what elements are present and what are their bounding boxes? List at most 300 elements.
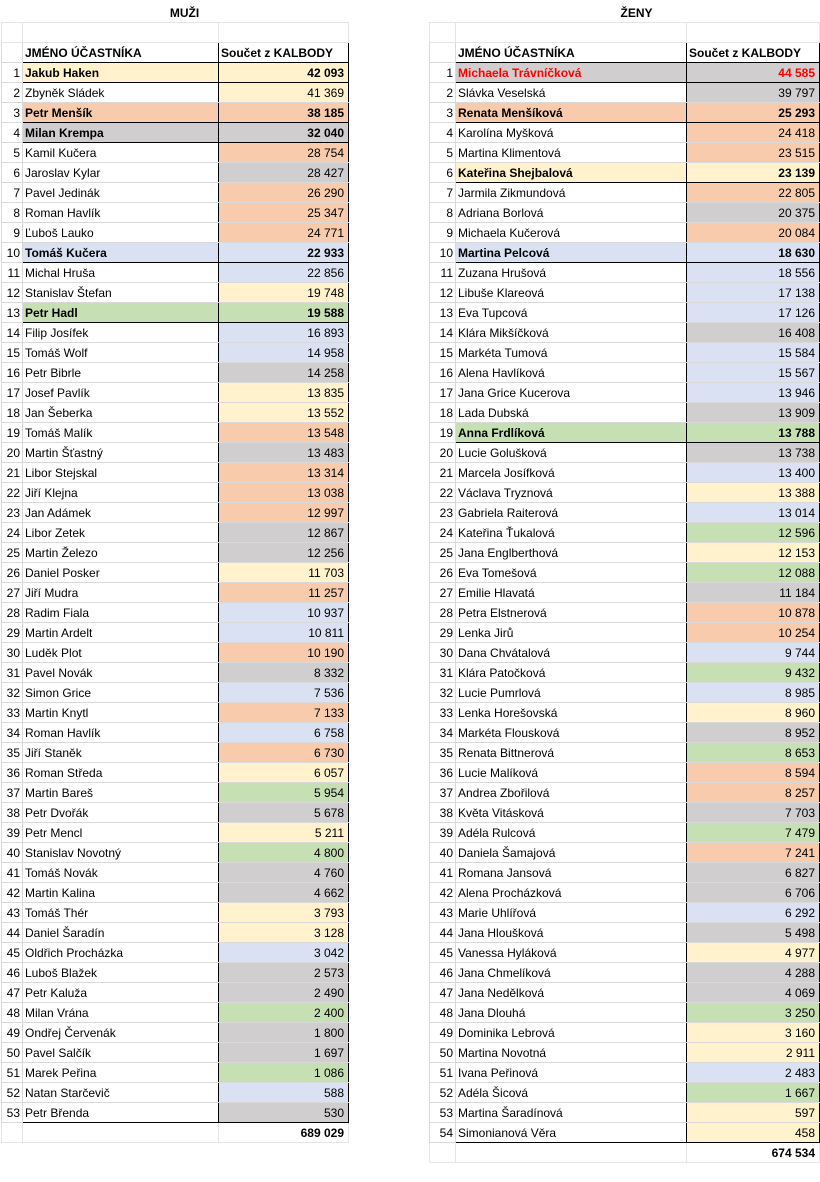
kalbody-value: 20 084: [687, 223, 820, 243]
rank-cell: 9: [2, 223, 23, 243]
kalbody-value: 39 797: [687, 83, 820, 103]
rank-cell: 29: [2, 623, 23, 643]
kalbody-value: 11 257: [219, 583, 349, 603]
table-row: [430, 243, 820, 263]
kalbody-value: 17 138: [687, 283, 820, 303]
participant-name: Kateřina Shejbalová: [456, 163, 687, 183]
kalbody-value: 16 893: [219, 323, 349, 343]
rank-cell: 52: [2, 1083, 23, 1103]
participant-name: Petr Břenda: [23, 1103, 219, 1123]
participant-name: Martin Šťastný: [23, 443, 219, 463]
participant-name: Karolína Myšková: [456, 123, 687, 143]
rank-cell: 30: [430, 643, 456, 663]
participant-name: Jana Englberthová: [456, 543, 687, 563]
table-row: [2, 643, 349, 663]
kalbody-value: 3 128: [219, 923, 349, 943]
rank-cell: 28: [430, 603, 456, 623]
participant-name: Adéla Rulcová: [456, 823, 687, 843]
kalbody-value: 4 069: [687, 983, 820, 1003]
rank-cell: 46: [430, 963, 456, 983]
participant-name: Markéta Tumová: [456, 343, 687, 363]
table-row: [430, 63, 820, 83]
kalbody-value: 4 288: [687, 963, 820, 983]
table-row: [430, 623, 820, 643]
participant-name: Natan Starčevič: [23, 1083, 219, 1103]
kalbody-value: 12 867: [219, 523, 349, 543]
men-table: [1, 22, 349, 1143]
participant-name: Libor Zetek: [23, 523, 219, 543]
kalbody-value: 588: [219, 1083, 349, 1103]
participant-name: Roman Havlík: [23, 203, 219, 223]
total-row: [2, 1123, 349, 1143]
table-row: [2, 103, 349, 123]
rank-cell: 8: [430, 203, 456, 223]
rank-cell: 36: [430, 763, 456, 783]
table-row: [2, 323, 349, 343]
rank-cell: 1: [2, 63, 23, 83]
kalbody-value: 5 954: [219, 783, 349, 803]
participant-name: Simonianová Věra: [456, 1123, 687, 1143]
kalbody-value: 7 479: [687, 823, 820, 843]
kalbody-value: 13 483: [219, 443, 349, 463]
kalbody-value: 9 744: [687, 643, 820, 663]
rank-cell: 11: [2, 263, 23, 283]
rank-cell: 49: [430, 1023, 456, 1043]
table-row: [430, 463, 820, 483]
kalbody-value: 16 408: [687, 323, 820, 343]
table-row: [430, 483, 820, 503]
participant-name: Pavel Jedinák: [23, 183, 219, 203]
rank-cell: 25: [2, 543, 23, 563]
table-row: [2, 523, 349, 543]
total-spacer: [430, 1143, 456, 1163]
rank-cell: 54: [430, 1123, 456, 1143]
table-row: [430, 183, 820, 203]
rank-cell: 35: [430, 743, 456, 763]
rank-cell: 10: [2, 243, 23, 263]
rank-cell: 22: [430, 483, 456, 503]
participant-name: Klára Patočková: [456, 663, 687, 683]
table-row: [430, 523, 820, 543]
table-row: [2, 543, 349, 563]
table-row: [430, 143, 820, 163]
kalbody-value: 18 556: [687, 263, 820, 283]
rank-cell: 5: [430, 143, 456, 163]
table-row: [430, 103, 820, 123]
kalbody-value: 2 483: [687, 1063, 820, 1083]
rank-cell: 47: [430, 983, 456, 1003]
kalbody-value: 38 185: [219, 103, 349, 123]
kalbody-value: 13 946: [687, 383, 820, 403]
participant-name: Petr Hadl: [23, 303, 219, 323]
participant-name: Michaela Kučerová: [456, 223, 687, 243]
participant-name: Lucie Pumrlová: [456, 683, 687, 703]
table-row: [430, 843, 820, 863]
rank-cell: 33: [430, 703, 456, 723]
rank-cell: 44: [2, 923, 23, 943]
kalbody-value: 7 241: [687, 843, 820, 863]
rank-cell: 13: [2, 303, 23, 323]
rank-cell: 53: [430, 1103, 456, 1123]
participant-name: Jan Adámek: [23, 503, 219, 523]
participant-name: Klára Mikšíčková: [456, 323, 687, 343]
participant-name: Renata Menšíková: [456, 103, 687, 123]
participant-name: Tomáš Kučera: [23, 243, 219, 263]
rank-cell: 2: [2, 83, 23, 103]
participant-name: Petr Mencl: [23, 823, 219, 843]
kalbody-value: 11 703: [219, 563, 349, 583]
total-spacer: [456, 1143, 687, 1163]
participant-name: Ivana Peřinová: [456, 1063, 687, 1083]
participant-name: Martin Knytl: [23, 703, 219, 723]
participant-name: Martin Kalina: [23, 883, 219, 903]
rank-cell: 41: [2, 863, 23, 883]
table-row: [2, 763, 349, 783]
participant-name: Petr Menšík: [23, 103, 219, 123]
rank-cell: 19: [430, 423, 456, 443]
rank-cell: 48: [2, 1003, 23, 1023]
table-row: [2, 203, 349, 223]
rank-cell: 39: [2, 823, 23, 843]
total-spacer: [23, 1123, 219, 1143]
rank-cell: 4: [430, 123, 456, 143]
rank-cell: 22: [2, 483, 23, 503]
kalbody-value: 12 596: [687, 523, 820, 543]
kalbody-value: 24 771: [219, 223, 349, 243]
participant-name: Zbyněk Sládek: [23, 83, 219, 103]
participant-name: Tomáš Malík: [23, 423, 219, 443]
participant-name: Michal Hruša: [23, 263, 219, 283]
participant-name: Tomáš Novák: [23, 863, 219, 883]
kalbody-value: 2 911: [687, 1043, 820, 1063]
participant-name: Květa Vitásková: [456, 803, 687, 823]
rank-cell: 38: [430, 803, 456, 823]
table-row: [430, 983, 820, 1003]
rank-cell: 26: [430, 563, 456, 583]
kalbody-value: 17 126: [687, 303, 820, 323]
women-header-value: Součet z KALBODY: [687, 43, 820, 63]
kalbody-value: 2 400: [219, 1003, 349, 1023]
table-row: [2, 843, 349, 863]
table-row: [430, 583, 820, 603]
kalbody-value: 8 653: [687, 743, 820, 763]
rank-cell: 49: [2, 1023, 23, 1043]
participant-name: Jana Chmelíková: [456, 963, 687, 983]
rank-cell: 17: [2, 383, 23, 403]
rank-cell: 23: [2, 503, 23, 523]
participant-name: Václava Tryznová: [456, 483, 687, 503]
rank-cell: 12: [2, 283, 23, 303]
table-row: [2, 703, 349, 723]
participant-name: Martina Šaradínová: [456, 1103, 687, 1123]
kalbody-value: 13 909: [687, 403, 820, 423]
kalbody-value: 12 256: [219, 543, 349, 563]
kalbody-value: 4 800: [219, 843, 349, 863]
table-row: [2, 463, 349, 483]
kalbody-value: 14 258: [219, 363, 349, 383]
table-row: [430, 383, 820, 403]
kalbody-value: 25 347: [219, 203, 349, 223]
kalbody-value: 24 418: [687, 123, 820, 143]
participant-name: Petr Dvořák: [23, 803, 219, 823]
rank-cell: 21: [430, 463, 456, 483]
participant-name: Filip Josífek: [23, 323, 219, 343]
rank-cell: 21: [2, 463, 23, 483]
rank-cell: 51: [430, 1063, 456, 1083]
participant-name: Lucie Golušková: [456, 443, 687, 463]
rank-cell: 29: [430, 623, 456, 643]
table-row: [430, 1123, 820, 1143]
rank-cell: 31: [2, 663, 23, 683]
table-row: [2, 583, 349, 603]
kalbody-value: 1 086: [219, 1063, 349, 1083]
kalbody-value: 28 754: [219, 143, 349, 163]
men-title: MUŽI: [169, 6, 200, 20]
rank-cell: 45: [430, 943, 456, 963]
table-row: [2, 943, 349, 963]
kalbody-value: 13 038: [219, 483, 349, 503]
kalbody-value: 8 985: [687, 683, 820, 703]
kalbody-value: 6 827: [687, 863, 820, 883]
participant-name: Jana Nedělková: [456, 983, 687, 1003]
kalbody-value: 4 977: [687, 943, 820, 963]
table-row: [430, 643, 820, 663]
table-row: [430, 1023, 820, 1043]
rank-cell: 15: [430, 343, 456, 363]
rank-cell: 15: [2, 343, 23, 363]
table-row: [430, 943, 820, 963]
rank-cell: 43: [2, 903, 23, 923]
rank-cell: 4: [2, 123, 23, 143]
table-row: [2, 123, 349, 143]
kalbody-value: 13 548: [219, 423, 349, 443]
participant-name: Simon Grice: [23, 683, 219, 703]
participant-name: Lada Dubská: [456, 403, 687, 423]
participant-name: Jiří Mudra: [23, 583, 219, 603]
table-row: [2, 663, 349, 683]
rank-cell: 33: [2, 703, 23, 723]
rank-cell: 34: [430, 723, 456, 743]
kalbody-value: 12 088: [687, 563, 820, 583]
kalbody-value: 14 958: [219, 343, 349, 363]
kalbody-value: 8 594: [687, 763, 820, 783]
participant-name: Romana Jansová: [456, 863, 687, 883]
table-row: [2, 263, 349, 283]
rank-cell: 16: [430, 363, 456, 383]
rank-cell: 3: [2, 103, 23, 123]
table-row: [2, 383, 349, 403]
kalbody-value: 10 878: [687, 603, 820, 623]
kalbody-value: 8 960: [687, 703, 820, 723]
table-row: [2, 423, 349, 443]
table-row: [2, 563, 349, 583]
participant-name: Martin Ardelt: [23, 623, 219, 643]
rank-cell: 42: [2, 883, 23, 903]
participant-name: Lenka Horešovská: [456, 703, 687, 723]
kalbody-value: 13 552: [219, 403, 349, 423]
table-row: [2, 363, 349, 383]
participant-name: Eva Tomešová: [456, 563, 687, 583]
table-row: [430, 423, 820, 443]
kalbody-value: 2 573: [219, 963, 349, 983]
rank-cell: 36: [2, 763, 23, 783]
rank-cell: 18: [430, 403, 456, 423]
total-value: 689 029: [219, 1123, 349, 1143]
table-row: [430, 1043, 820, 1063]
rank-cell: 5: [2, 143, 23, 163]
rank-cell: 38: [2, 803, 23, 823]
rank-cell: 16: [2, 363, 23, 383]
kalbody-value: 5 678: [219, 803, 349, 823]
participant-name: Andrea Zbořilová: [456, 783, 687, 803]
kalbody-value: 15 567: [687, 363, 820, 383]
table-row: [430, 723, 820, 743]
participant-name: Oldřich Procházka: [23, 943, 219, 963]
table-row: [430, 1063, 820, 1083]
kalbody-value: 13 738: [687, 443, 820, 463]
rank-cell: 17: [430, 383, 456, 403]
rank-cell: 26: [2, 563, 23, 583]
table-row: [430, 743, 820, 763]
participant-name: Petr Bibrle: [23, 363, 219, 383]
kalbody-value: 5 498: [687, 923, 820, 943]
women-table: [429, 22, 820, 1163]
table-row: [2, 963, 349, 983]
rank-cell: 30: [2, 643, 23, 663]
rank-cell: 6: [2, 163, 23, 183]
rank-cell: 10: [430, 243, 456, 263]
participant-name: Luděk Plot: [23, 643, 219, 663]
table-row: [2, 343, 349, 363]
rank-cell: 19: [2, 423, 23, 443]
participant-name: Alena Procházková: [456, 883, 687, 903]
table-row: [2, 163, 349, 183]
participant-name: Tomáš Wolf: [23, 343, 219, 363]
kalbody-value: 41 369: [219, 83, 349, 103]
table-row: [2, 983, 349, 1003]
rank-cell: 9: [430, 223, 456, 243]
table-row: [2, 63, 349, 83]
table-row: [430, 563, 820, 583]
participant-name: Daniela Šamajová: [456, 843, 687, 863]
participant-name: Slávka Veselská: [456, 83, 687, 103]
table-row: [430, 443, 820, 463]
participant-name: Lenka Jirů: [456, 623, 687, 643]
men-header-value: Součet z KALBODY: [219, 43, 349, 63]
table-row: [430, 543, 820, 563]
participant-name: Emilie Hlavatá: [456, 583, 687, 603]
table-row: [2, 183, 349, 203]
participant-name: Daniel Šaradín: [23, 923, 219, 943]
table-row: [2, 143, 349, 163]
participant-name: Martin Bareš: [23, 783, 219, 803]
rank-cell: 32: [430, 683, 456, 703]
kalbody-value: 8 952: [687, 723, 820, 743]
rank-cell: 20: [430, 443, 456, 463]
participant-name: Pavel Salčík: [23, 1043, 219, 1063]
rank-cell: 39: [430, 823, 456, 843]
participant-name: Roman Havlík: [23, 723, 219, 743]
kalbody-value: 13 400: [687, 463, 820, 483]
table-row: [2, 923, 349, 943]
participant-name: Vanessa Hyláková: [456, 943, 687, 963]
kalbody-value: 530: [219, 1103, 349, 1123]
table-row: [430, 123, 820, 143]
kalbody-value: 1 800: [219, 1023, 349, 1043]
table-row: [2, 723, 349, 743]
women-title: ŽENY: [620, 6, 653, 20]
rank-cell: 47: [2, 983, 23, 1003]
kalbody-value: 25 293: [687, 103, 820, 123]
participant-name: Marie Uhlířová: [456, 903, 687, 923]
table-row: [2, 903, 349, 923]
rank-cell: 32: [2, 683, 23, 703]
kalbody-value: 3 250: [687, 1003, 820, 1023]
table-row: [430, 503, 820, 523]
table-row: [2, 403, 349, 423]
table-row: [430, 863, 820, 883]
table-row: [2, 443, 349, 463]
participant-name: Ľuboš Lauko: [23, 223, 219, 243]
rank-cell: 42: [430, 883, 456, 903]
rank-cell: 40: [2, 843, 23, 863]
participant-name: Eva Tupcová: [456, 303, 687, 323]
participant-name: Josef Pavlík: [23, 383, 219, 403]
table-row: [430, 883, 820, 903]
kalbody-value: 26 290: [219, 183, 349, 203]
table-row: [430, 763, 820, 783]
rank-cell: 11: [430, 263, 456, 283]
participant-name: Kamil Kučera: [23, 143, 219, 163]
rank-cell: 28: [2, 603, 23, 623]
rank-cell: 31: [430, 663, 456, 683]
kalbody-value: 22 856: [219, 263, 349, 283]
rank-cell: 3: [430, 103, 456, 123]
rank-cell: 27: [2, 583, 23, 603]
kalbody-value: 3 793: [219, 903, 349, 923]
table-row: [430, 963, 820, 983]
participant-name: Michaela Trávníčková: [456, 63, 687, 83]
kalbody-value: 15 584: [687, 343, 820, 363]
kalbody-value: 597: [687, 1103, 820, 1123]
kalbody-value: 13 788: [687, 423, 820, 443]
table-row: [430, 903, 820, 923]
rank-cell: 23: [430, 503, 456, 523]
kalbody-value: 6 730: [219, 743, 349, 763]
table-row: [2, 503, 349, 523]
kalbody-value: 7 703: [687, 803, 820, 823]
table-row: [430, 363, 820, 383]
rank-cell: 12: [430, 283, 456, 303]
table-row: [430, 83, 820, 103]
participant-name: Jana Dlouhá: [456, 1003, 687, 1023]
table-row: [430, 923, 820, 943]
kalbody-value: 19 588: [219, 303, 349, 323]
table-row: [2, 283, 349, 303]
kalbody-value: 18 630: [687, 243, 820, 263]
participant-name: Radim Fiala: [23, 603, 219, 623]
table-row: [430, 223, 820, 243]
table-row: [430, 303, 820, 323]
kalbody-value: 7 536: [219, 683, 349, 703]
participant-name: Zuzana Hrušová: [456, 263, 687, 283]
kalbody-value: 6 706: [687, 883, 820, 903]
kalbody-value: 22 933: [219, 243, 349, 263]
kalbody-value: 3 160: [687, 1023, 820, 1043]
rank-cell: 14: [2, 323, 23, 343]
participant-name: Ondřej Červenák: [23, 1023, 219, 1043]
kalbody-value: 12 997: [219, 503, 349, 523]
